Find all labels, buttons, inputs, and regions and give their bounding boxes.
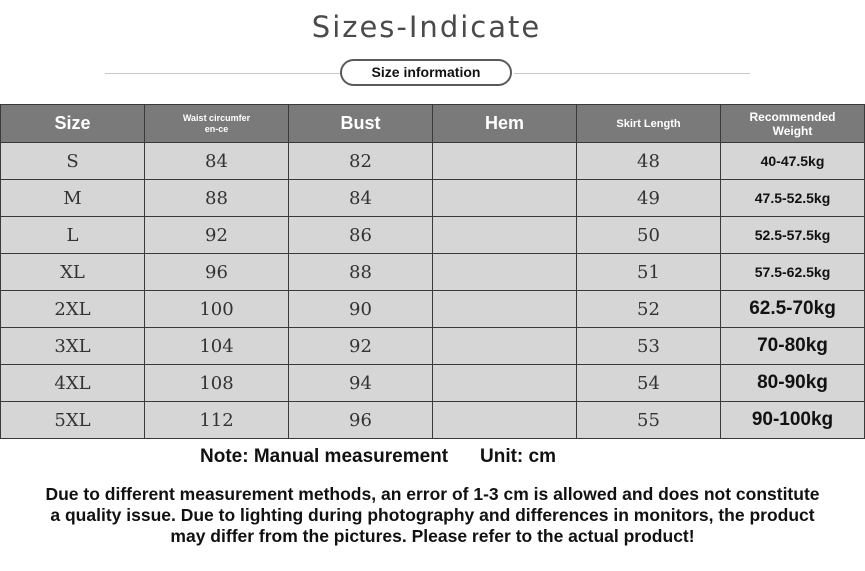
cell-hem <box>433 365 577 402</box>
cell-skirt-length: 52 <box>577 291 721 328</box>
cell-bust: 84 <box>289 180 433 217</box>
divider-left <box>105 73 341 74</box>
cell-weight: 80-90kg <box>721 365 865 402</box>
cell-weight: 40-47.5kg <box>721 143 865 180</box>
cell-waist: 84 <box>145 143 289 180</box>
table-row <box>1 291 865 328</box>
cell-hem <box>433 328 577 365</box>
column-header-size: Size <box>1 105 145 143</box>
cell-skirt-length: 51 <box>577 254 721 291</box>
cell-bust: 88 <box>289 254 433 291</box>
cell-hem <box>433 402 577 439</box>
cell-bust: 92 <box>289 328 433 365</box>
table-row <box>1 328 865 365</box>
cell-hem <box>433 291 577 328</box>
cell-weight: 57.5-62.5kg <box>721 254 865 291</box>
table-row <box>1 143 865 180</box>
table-row <box>1 402 865 439</box>
cell-size: XL <box>1 254 145 291</box>
cell-weight: 52.5-57.5kg <box>721 217 865 254</box>
column-header-recommended-weight <box>721 105 865 143</box>
cell-hem <box>433 180 577 217</box>
column-header-waist <box>145 105 289 143</box>
cell-size: 3XL <box>1 328 145 365</box>
cell-waist: 108 <box>145 365 289 402</box>
column-header-recommended-weight-text: Recommended Weight <box>749 109 836 138</box>
size-information-label: Size information <box>340 59 512 86</box>
cell-hem <box>433 217 577 254</box>
cell-bust: 94 <box>289 365 433 402</box>
column-header-waist-text: Waist circumferen-ce <box>182 112 251 134</box>
column-header-hem: Hem <box>433 105 577 143</box>
table-row <box>1 365 865 402</box>
table-row <box>1 180 865 217</box>
cell-weight: 90-100kg <box>721 402 865 439</box>
cell-waist: 88 <box>145 180 289 217</box>
cell-waist: 92 <box>145 217 289 254</box>
cell-waist: 96 <box>145 254 289 291</box>
cell-hem <box>433 143 577 180</box>
cell-size: L <box>1 217 145 254</box>
cell-size: S <box>1 143 145 180</box>
cell-bust: 82 <box>289 143 433 180</box>
cell-skirt-length: 48 <box>577 143 721 180</box>
table-row <box>1 254 865 291</box>
cell-size: M <box>1 180 145 217</box>
cell-weight: 62.5-70kg <box>721 291 865 328</box>
cell-size: 2XL <box>1 291 145 328</box>
column-header-skirt-length: Skirt Length <box>577 105 721 143</box>
cell-weight: 47.5-52.5kg <box>721 180 865 217</box>
cell-waist: 104 <box>145 328 289 365</box>
cell-waist: 112 <box>145 402 289 439</box>
cell-size: 4XL <box>1 365 145 402</box>
cell-skirt-length: 55 <box>577 402 721 439</box>
size-chart-table <box>0 104 865 439</box>
column-header-bust: Bust <box>289 105 433 143</box>
cell-skirt-length: 50 <box>577 217 721 254</box>
divider-right <box>514 73 750 74</box>
page-title: Sizes-Indicate <box>311 10 542 44</box>
cell-skirt-length: 53 <box>577 328 721 365</box>
cell-bust: 90 <box>289 291 433 328</box>
unit-label: Unit: cm <box>480 446 556 467</box>
cell-waist: 100 <box>145 291 289 328</box>
table-header-row <box>1 105 865 143</box>
cell-skirt-length: 54 <box>577 365 721 402</box>
cell-bust: 96 <box>289 402 433 439</box>
cell-size: 5XL <box>1 402 145 439</box>
cell-weight: 70-80kg <box>721 328 865 365</box>
disclaimer-text: Due to different measurement methods, an error of 1-3 cm is allowed and does not constitute a quality issue. Due to lighting during photography and differences in monitors, the product may differ from the pictures. Please refer to the actual product! <box>45 484 820 546</box>
cell-hem <box>433 254 577 291</box>
cell-skirt-length: 49 <box>577 180 721 217</box>
table-row <box>1 217 865 254</box>
cell-bust: 86 <box>289 217 433 254</box>
measurement-note: Note: Manual measurement <box>200 446 449 467</box>
